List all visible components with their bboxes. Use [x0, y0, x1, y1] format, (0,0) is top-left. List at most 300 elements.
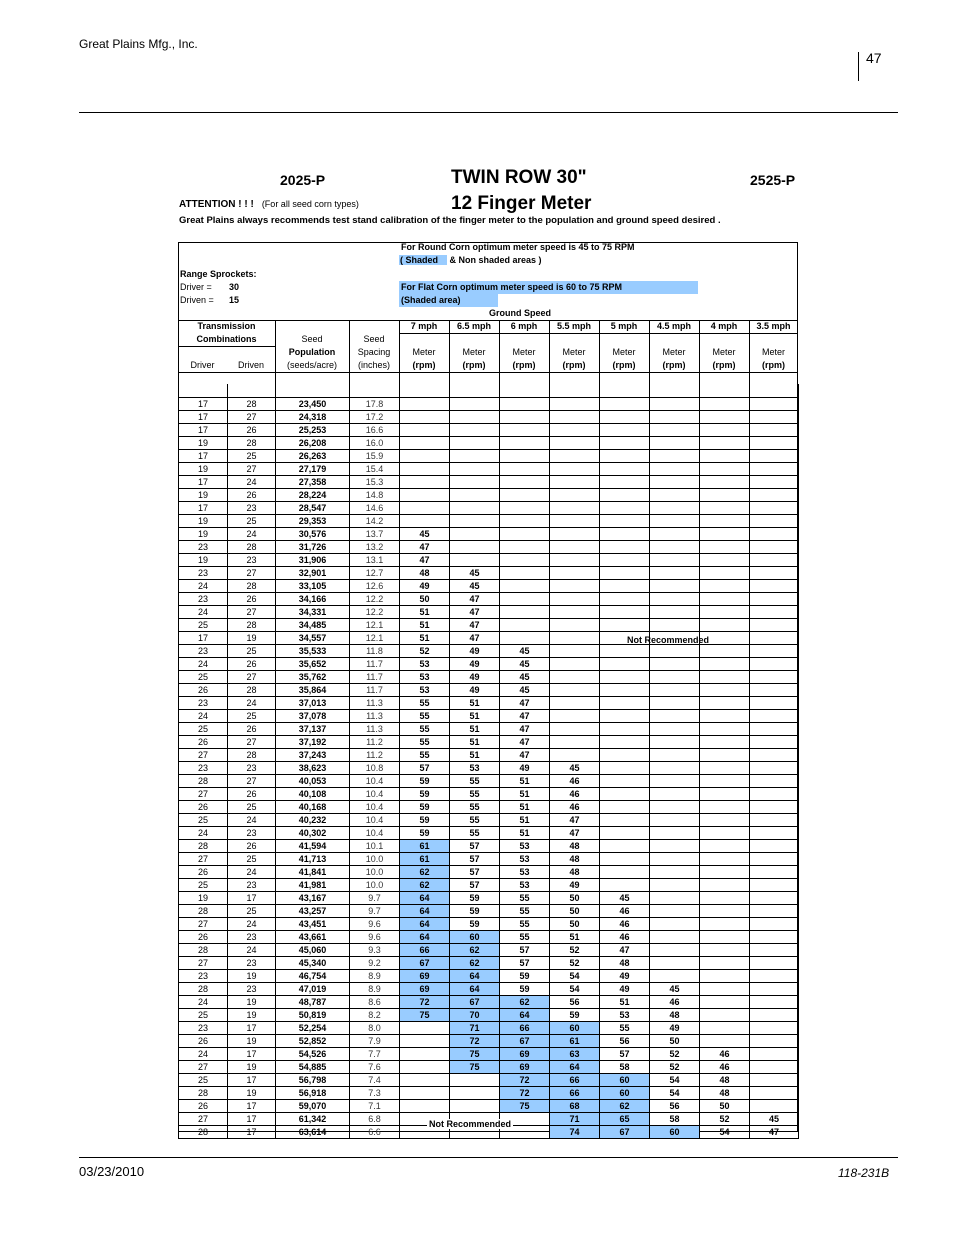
driver-cell: 26 — [179, 1099, 228, 1112]
meter-rpm-cell — [600, 670, 650, 683]
driven-cell: 25 — [228, 709, 276, 722]
meter-rpm-cell — [700, 592, 750, 605]
driver-cell: 24 — [179, 995, 228, 1008]
model-right: 2525-P — [750, 172, 796, 188]
meter-rpm-cell: 65 — [600, 1112, 650, 1125]
meter-rpm-cell — [500, 397, 550, 410]
driven-cell: 25 — [228, 800, 276, 813]
population-cell: 59,070 — [276, 1099, 350, 1112]
meter-rpm-cell — [700, 605, 750, 618]
table-row — [179, 1073, 799, 1086]
driver-cell: 23 — [179, 644, 228, 657]
meter-rpm-cell — [700, 566, 750, 579]
meter-rpm-cell: 57 — [450, 839, 500, 852]
meter-rpm-cell: 48 — [700, 1073, 750, 1086]
meter-rpm-cell — [700, 982, 750, 995]
spacing-cell: 10.0 — [350, 852, 400, 865]
meter-rpm-cell: 64 — [400, 917, 450, 930]
meter-rpm-cell — [450, 462, 500, 475]
meter-rpm-cell — [700, 410, 750, 423]
attention-note: (For all seed corn types) — [261, 199, 359, 209]
driver-cell: 19 — [179, 553, 228, 566]
meter-rpm-cell: 75 — [400, 1008, 450, 1021]
meter-rpm-cell: 55 — [500, 917, 550, 930]
meter-rpm-cell — [550, 670, 600, 683]
meter-rpm-cell — [450, 449, 500, 462]
meter-rpm-cell: 72 — [500, 1086, 550, 1099]
driven-cell: 23 — [228, 501, 276, 514]
meter-rpm-cell — [750, 410, 799, 423]
meter-rpm-cell — [750, 618, 799, 631]
driven-cell: 19 — [228, 1086, 276, 1099]
meter-rpm-cell — [700, 1021, 750, 1034]
meter-rpm-cell — [400, 475, 450, 488]
meter-rpm-cell — [750, 1047, 799, 1060]
spacing-cell: 8.9 — [350, 969, 400, 982]
meter-rpm-cell — [750, 748, 799, 761]
meter-rpm-cell — [750, 943, 799, 956]
spacing-cell: 11.3 — [350, 696, 400, 709]
table-row — [179, 592, 799, 605]
spacing-cell: 12.2 — [350, 592, 400, 605]
spacer-cell — [228, 384, 276, 397]
meter-rpm-cell — [400, 1034, 450, 1047]
meter-rpm-cell: 59 — [450, 917, 500, 930]
driven-cell: 19 — [228, 631, 276, 644]
table-row — [179, 722, 799, 735]
table-row — [179, 657, 799, 670]
meter-rpm-cell — [700, 891, 750, 904]
meter-rpm-cell: 48 — [550, 839, 600, 852]
meter-rpm-cell — [600, 397, 650, 410]
meter-rpm-cell — [750, 462, 799, 475]
table-row — [179, 683, 799, 696]
driver-cell: 17 — [179, 410, 228, 423]
meter-rpm-cell: 49 — [500, 761, 550, 774]
meter-rpm-cell: 51 — [500, 787, 550, 800]
spacing-cell: 9.3 — [350, 943, 400, 956]
meter-rpm-cell — [700, 956, 750, 969]
page-number-divider — [858, 52, 859, 81]
population-cell: 54,885 — [276, 1060, 350, 1073]
spacing-cell: 7.3 — [350, 1086, 400, 1099]
meter-rpm-cell — [700, 1008, 750, 1021]
meter-rpm-cell: 50 — [400, 592, 450, 605]
footer-date: 03/23/2010 — [79, 1164, 145, 1179]
meter-rpm-cell: 54 — [550, 982, 600, 995]
combinations-header: Combinations — [196, 334, 257, 344]
meter-rpm-cell: 48 — [550, 852, 600, 865]
meter-rpm-cell: 59 — [400, 813, 450, 826]
meter-rpm-cell — [600, 696, 650, 709]
driven-cell: 17 — [228, 1047, 276, 1060]
meter-rpm-cell: 55 — [500, 930, 550, 943]
meter-rpm-cell — [650, 800, 700, 813]
meter-rpm-cell — [450, 501, 500, 514]
table-row — [179, 501, 799, 514]
driver-cell: 26 — [179, 683, 228, 696]
spacer-cell — [550, 384, 600, 397]
meter-rpm-cell — [700, 423, 750, 436]
population-cell: 47,019 — [276, 982, 350, 995]
meter-rpm-cell — [600, 644, 650, 657]
meter-rpm-cell: 55 — [500, 904, 550, 917]
meter-rpm-cell — [650, 618, 700, 631]
seed-population-header-1: Seed — [301, 334, 323, 344]
driven-cell: 24 — [228, 917, 276, 930]
meter-rpm-cell — [750, 956, 799, 969]
meter-rpm-cell — [650, 605, 700, 618]
meter-rpm-cell: 52 — [550, 956, 600, 969]
meter-rpm-cell — [700, 683, 750, 696]
meter-rpm-cell — [450, 1086, 500, 1099]
meter-rpm-cell — [600, 800, 650, 813]
meter-rpm-cell — [750, 735, 799, 748]
meter-rpm-cell — [400, 423, 450, 436]
meter-rpm-cell: 51 — [450, 735, 500, 748]
round-corn-note: For Round Corn optimum meter speed is 45 to 75 RPM — [401, 242, 635, 252]
meter-rpm-cell: 46 — [650, 995, 700, 1008]
table-row — [179, 852, 799, 865]
meter-rpm-cell: 61 — [400, 839, 450, 852]
meter-rpm-cell: 59 — [550, 1008, 600, 1021]
meter-rpm-cell — [750, 527, 799, 540]
driven-cell: 26 — [228, 657, 276, 670]
driven-cell: 17 — [228, 1125, 276, 1138]
meter-rpm-cell — [750, 657, 799, 670]
driven-cell: 23 — [228, 956, 276, 969]
meter-rpm-cell — [650, 566, 700, 579]
meter-rpm-cell: 75 — [500, 1099, 550, 1112]
meter-rpm-cell — [500, 423, 550, 436]
round-corn-shading-note — [399, 255, 542, 265]
meter-rpm-cell — [750, 774, 799, 787]
meter-rpm-cell — [700, 852, 750, 865]
meter-rpm-cell — [550, 410, 600, 423]
driver-cell: 19 — [179, 436, 228, 449]
meter-rpm-cell: 48 — [700, 1086, 750, 1099]
spacer-cell — [700, 384, 750, 397]
meter-rpm-cell: 47 — [400, 540, 450, 553]
table-row — [179, 1047, 799, 1060]
table-row — [179, 761, 799, 774]
meter-rpm-cell: 53 — [600, 1008, 650, 1021]
meter-rpm-cell — [550, 683, 600, 696]
driver-cell: 26 — [179, 930, 228, 943]
meter-rpm-cell: 47 — [550, 813, 600, 826]
spacer-cell — [500, 384, 550, 397]
meter-rpm-cell: 53 — [500, 878, 550, 891]
driver-header: Driver — [190, 360, 215, 370]
spacing-cell: 10.8 — [350, 761, 400, 774]
population-cell: 52,254 — [276, 1021, 350, 1034]
driver-cell: 24 — [179, 657, 228, 670]
driven-cell: 27 — [228, 670, 276, 683]
meter-rpm-cell — [650, 592, 700, 605]
meter-rpm-cell: 53 — [500, 865, 550, 878]
meter-rpm-cell — [700, 761, 750, 774]
meter-rpm-cell — [500, 475, 550, 488]
meter-rpm-cell: 59 — [400, 800, 450, 813]
population-cell: 27,358 — [276, 475, 350, 488]
table-row — [179, 488, 799, 501]
driven-cell: 19 — [228, 1034, 276, 1047]
spacing-cell: 11.3 — [350, 709, 400, 722]
meter-rpm-cell — [550, 449, 600, 462]
driver-cell: 28 — [179, 982, 228, 995]
spacer-cell — [276, 384, 350, 397]
driven-cell: 19 — [228, 1060, 276, 1073]
meter-rpm-cell: 55 — [450, 813, 500, 826]
spacing-cell: 17.2 — [350, 410, 400, 423]
driver-cell: 25 — [179, 670, 228, 683]
meter-rpm-cell — [650, 397, 700, 410]
meter-rpm-cell — [600, 813, 650, 826]
rpm-header: (rpm) — [612, 360, 636, 370]
meter-rpm-cell — [600, 865, 650, 878]
population-cell: 43,661 — [276, 930, 350, 943]
meter-rpm-cell — [600, 748, 650, 761]
meter-rpm-cell: 54 — [550, 969, 600, 982]
meter-rpm-cell: 69 — [500, 1060, 550, 1073]
meter-rpm-cell: 50 — [550, 891, 600, 904]
table-row — [179, 826, 799, 839]
meter-rpm-cell — [450, 514, 500, 527]
driver-cell: 23 — [179, 540, 228, 553]
meter-rpm-cell: 47 — [450, 631, 500, 644]
table-row — [179, 527, 799, 540]
meter-rpm-cell — [700, 488, 750, 501]
meter-rpm-cell: 58 — [650, 1112, 700, 1125]
meter-rpm-cell: 64 — [450, 982, 500, 995]
meter-rpm-cell — [650, 423, 700, 436]
meter-rpm-cell: 59 — [500, 982, 550, 995]
meter-rpm-cell — [750, 1086, 799, 1099]
meter-rpm-cell: 45 — [500, 644, 550, 657]
driven-cell: 27 — [228, 605, 276, 618]
meter-rpm-cell: 67 — [400, 956, 450, 969]
spacing-cell: 11.3 — [350, 722, 400, 735]
meter-rpm-cell — [500, 501, 550, 514]
meter-header: Meter — [512, 347, 536, 357]
driver-cell: 26 — [179, 735, 228, 748]
meter-rpm-cell: 53 — [500, 839, 550, 852]
spacing-cell: 13.2 — [350, 540, 400, 553]
spacing-cell: 12.2 — [350, 605, 400, 618]
spacing-cell: 10.4 — [350, 800, 400, 813]
driver-value: 30 — [229, 282, 240, 292]
meter-rpm-cell — [600, 722, 650, 735]
flat-corn-note: For Flat Corn optimum meter speed is 60 to 75 RPM — [401, 282, 623, 292]
meter-rpm-cell: 46 — [600, 904, 650, 917]
meter-rpm-cell: 48 — [650, 1008, 700, 1021]
driven-cell: 19 — [228, 969, 276, 982]
meter-rpm-cell — [650, 852, 700, 865]
meter-rpm-cell — [600, 540, 650, 553]
speed-header-6-5: 6.5 mph — [456, 321, 491, 331]
spacing-cell: 15.3 — [350, 475, 400, 488]
meter-rpm-cell — [500, 631, 550, 644]
spacing-cell: 9.7 — [350, 891, 400, 904]
meter-header: Meter — [662, 347, 686, 357]
meter-rpm-cell: 47 — [450, 605, 500, 618]
meter-rpm-cell — [650, 735, 700, 748]
table-row — [179, 904, 799, 917]
driven-cell: 24 — [228, 943, 276, 956]
meter-rpm-cell — [650, 683, 700, 696]
meter-rpm-cell: 59 — [400, 787, 450, 800]
driver-cell: 17 — [179, 501, 228, 514]
meter-rpm-cell: 72 — [500, 1073, 550, 1086]
meter-rpm-cell: 47 — [450, 592, 500, 605]
meter-rpm-cell: 59 — [450, 891, 500, 904]
meter-rpm-cell — [500, 579, 550, 592]
table-row — [179, 514, 799, 527]
not-recommended-note: Not Recommended — [627, 635, 710, 645]
meter-rpm-cell: 57 — [450, 865, 500, 878]
driven-cell: 27 — [228, 462, 276, 475]
meter-rpm-cell — [750, 397, 799, 410]
meter-rpm-cell: 48 — [600, 956, 650, 969]
meter-rpm-cell — [650, 917, 700, 930]
meter-rpm-cell: 62 — [450, 956, 500, 969]
meter-rpm-cell: 51 — [450, 696, 500, 709]
meter-rpm-cell — [750, 761, 799, 774]
meter-rpm-cell: 66 — [400, 943, 450, 956]
meter-rpm-cell — [500, 410, 550, 423]
table-row — [179, 670, 799, 683]
meter-rpm-cell: 49 — [600, 969, 650, 982]
meter-rpm-cell — [600, 436, 650, 449]
table-row — [179, 579, 799, 592]
meter-rpm-cell: 47 — [500, 709, 550, 722]
population-cell: 26,263 — [276, 449, 350, 462]
meter-rpm-cell — [750, 631, 799, 644]
meter-rpm-cell — [550, 553, 600, 566]
driver-cell: 23 — [179, 566, 228, 579]
spacing-cell: 12.1 — [350, 618, 400, 631]
meter-rpm-cell: 46 — [550, 787, 600, 800]
meter-rpm-cell: 72 — [450, 1034, 500, 1047]
header-rule-4 — [178, 372, 798, 373]
meter-rpm-cell — [550, 475, 600, 488]
meter-rpm-cell — [650, 969, 700, 982]
meter-rpm-cell — [600, 657, 650, 670]
meter-rpm-cell: 53 — [500, 852, 550, 865]
driven-cell: 17 — [228, 891, 276, 904]
meter-rpm-cell: 60 — [600, 1073, 650, 1086]
meter-rpm-cell — [500, 618, 550, 631]
meter-rpm-cell — [400, 1086, 450, 1099]
meter-rpm-cell — [700, 878, 750, 891]
meter-rpm-cell: 57 — [500, 956, 550, 969]
meter-rpm-cell — [550, 618, 600, 631]
meter-rpm-cell: 75 — [450, 1047, 500, 1060]
population-cell: 56,918 — [276, 1086, 350, 1099]
meter-rpm-cell — [750, 709, 799, 722]
meter-rpm-cell — [750, 1099, 799, 1112]
driver-cell: 23 — [179, 592, 228, 605]
meter-rpm-cell: 55 — [400, 696, 450, 709]
spacing-cell: 11.7 — [350, 670, 400, 683]
meter-rpm-cell — [550, 605, 600, 618]
driver-cell: 23 — [179, 1021, 228, 1034]
meter-rpm-cell — [750, 969, 799, 982]
meter-header: Meter — [562, 347, 586, 357]
meter-rpm-cell — [650, 644, 700, 657]
table-row — [179, 462, 799, 475]
meter-rpm-cell — [750, 878, 799, 891]
ground-speed-label: Ground Speed — [489, 308, 552, 318]
driver-cell: 25 — [179, 1073, 228, 1086]
meter-rpm-cell: 45 — [600, 891, 650, 904]
driven-cell: 28 — [228, 579, 276, 592]
driven-cell: 24 — [228, 865, 276, 878]
meter-rpm-cell — [750, 696, 799, 709]
meter-rpm-cell: 48 — [400, 566, 450, 579]
meter-rpm-cell — [750, 605, 799, 618]
meter-rpm-cell: 46 — [700, 1047, 750, 1060]
meter-rpm-cell: 55 — [500, 891, 550, 904]
table-row — [179, 436, 799, 449]
table-row — [179, 1008, 799, 1021]
meter-rpm-cell — [650, 878, 700, 891]
table-row — [179, 410, 799, 423]
meter-rpm-cell — [750, 1060, 799, 1073]
meter-rpm-cell: 45 — [400, 527, 450, 540]
meter-rpm-cell: 57 — [400, 761, 450, 774]
driver-cell: 27 — [179, 787, 228, 800]
population-cell: 23,450 — [276, 397, 350, 410]
meter-rpm-cell: 52 — [650, 1060, 700, 1073]
attention-label: ATTENTION ! ! ! — [179, 199, 254, 210]
table-row — [179, 618, 799, 631]
meter-rpm-cell — [650, 579, 700, 592]
meter-rpm-cell — [550, 527, 600, 540]
meter-rpm-cell: 53 — [400, 683, 450, 696]
meter-rpm-cell — [500, 605, 550, 618]
meter-rpm-cell: 47 — [450, 618, 500, 631]
population-cell: 30,576 — [276, 527, 350, 540]
spacing-cell: 7.6 — [350, 1060, 400, 1073]
meter-rpm-cell: 45 — [500, 683, 550, 696]
table-row — [179, 787, 799, 800]
table-row — [179, 475, 799, 488]
meter-rpm-cell — [700, 397, 750, 410]
driver-cell: 27 — [179, 917, 228, 930]
company-name: Great Plains Mfg., Inc. — [79, 37, 198, 51]
meter-rpm-cell — [750, 1034, 799, 1047]
spacer-cell — [450, 384, 500, 397]
recommendation-text: Great Plains always recommends test stand calibration of the finger meter to the population and ground speed desired . — [179, 215, 721, 226]
meter-rpm-cell: 46 — [550, 800, 600, 813]
meter-rpm-cell — [750, 839, 799, 852]
meter-rpm-cell — [550, 592, 600, 605]
meter-rpm-cell: 47 — [500, 735, 550, 748]
driver-cell: 25 — [179, 813, 228, 826]
driver-cell: 27 — [179, 1112, 228, 1125]
meter-rpm-cell — [400, 1060, 450, 1073]
attention-line — [179, 199, 359, 210]
meter-rpm-cell: 62 — [600, 1099, 650, 1112]
driven-cell: 25 — [228, 852, 276, 865]
meter-rpm-cell — [700, 826, 750, 839]
spacing-cell: 10.1 — [350, 839, 400, 852]
meter-rpm-cell: 74 — [550, 1125, 600, 1138]
table-row — [179, 696, 799, 709]
meter-rpm-cell: 61 — [550, 1034, 600, 1047]
meter-rpm-cell — [700, 865, 750, 878]
